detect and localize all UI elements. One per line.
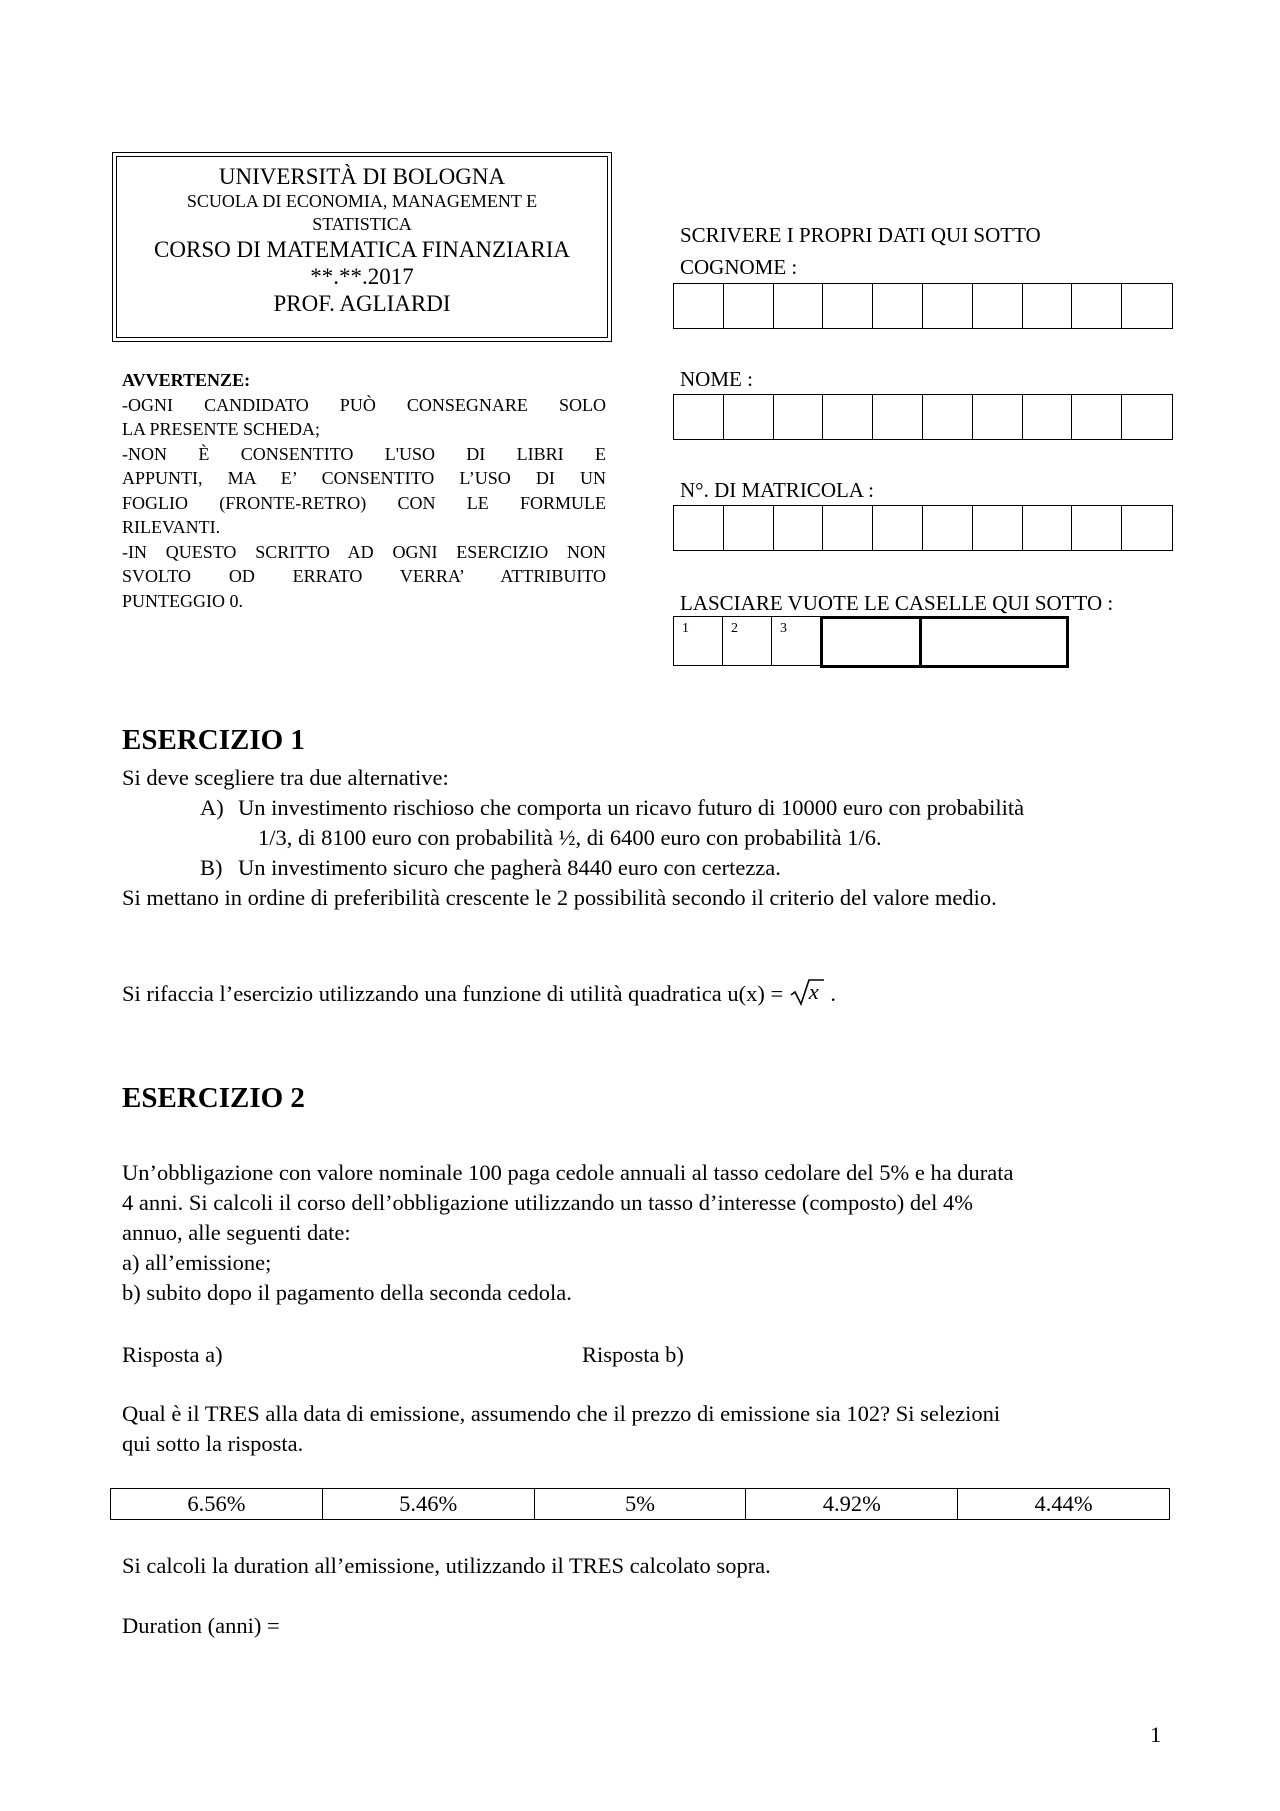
utility-question bbox=[122, 977, 836, 1009]
surname-box[interactable] bbox=[923, 284, 973, 328]
matricola-box[interactable] bbox=[1023, 506, 1073, 550]
matricola-box[interactable] bbox=[1072, 506, 1122, 550]
surname-box[interactable] bbox=[1122, 284, 1172, 328]
utility-text: Si rifaccia l’esercizio utilizzando una funzione di utilità quadratica u(x) = bbox=[122, 981, 784, 1006]
warning-line: LA PRESENTE SCHEDA; bbox=[122, 419, 321, 439]
warning-line: APPUNTI, MA E’ CONSENTITO L’USO DI UN bbox=[122, 468, 606, 488]
surname-box[interactable] bbox=[774, 284, 824, 328]
warnings bbox=[122, 368, 606, 613]
matricola-box[interactable] bbox=[724, 506, 774, 550]
exercise2-line: 4 anni. Si calcoli il corso dell’obbligazione utilizzando un tasso d’interesse (composto) del 4% bbox=[122, 1190, 974, 1215]
matricola-box[interactable] bbox=[774, 506, 824, 550]
surname-box[interactable] bbox=[674, 284, 724, 328]
name-box[interactable] bbox=[724, 395, 774, 439]
grade-cell: 2 bbox=[722, 616, 772, 666]
sqrt-formula bbox=[789, 977, 825, 1009]
course-name: CORSO DI MATEMATICA FINANZIARIA bbox=[154, 237, 570, 262]
matricola-box[interactable] bbox=[923, 506, 973, 550]
duration-label: Duration (anni) = bbox=[122, 1613, 280, 1638]
matricola-box[interactable] bbox=[674, 506, 724, 550]
grade-total-box bbox=[820, 616, 922, 668]
exercise1-intro: Si deve scegliere tra due alternative: bbox=[122, 765, 449, 790]
option-b-marker: B) bbox=[200, 855, 223, 880]
answer-b-label: Risposta b) bbox=[582, 1342, 684, 1367]
utility-end: . bbox=[830, 981, 837, 1006]
answer-a-label: Risposta a) bbox=[122, 1342, 223, 1367]
name-box[interactable] bbox=[973, 395, 1023, 439]
matricola-box[interactable] bbox=[1122, 506, 1172, 550]
tres-question-line2: qui sotto la risposta. bbox=[122, 1431, 304, 1456]
tres-choice[interactable]: 5.46% bbox=[323, 1489, 535, 1519]
tres-question-line1: Qual è il TRES alla data di emissione, assumendo che il prezzo di emissione sia 102? Si selezioni bbox=[122, 1401, 1001, 1426]
tres-choices bbox=[110, 1488, 1170, 1520]
surname-box[interactable] bbox=[873, 284, 923, 328]
warning-line: SVOLTO OD ERRATO VERRA’ ATTRIBUITO bbox=[122, 566, 606, 586]
exercise2-line: b) subito dopo il pagamento della seconda cedola. bbox=[122, 1280, 572, 1305]
warnings-title: AVVERTENZE: bbox=[122, 370, 251, 390]
tres-choice[interactable]: 6.56% bbox=[111, 1489, 323, 1519]
header-box bbox=[112, 152, 612, 342]
name-box[interactable] bbox=[873, 395, 923, 439]
exercise2-line: a) all’emissione; bbox=[122, 1250, 272, 1275]
warning-line: RILEVANTI. bbox=[122, 517, 221, 537]
name-box[interactable] bbox=[923, 395, 973, 439]
duration-question: Si calcoli la duration all’emissione, utilizzando il TRES calcolato sopra. bbox=[122, 1553, 771, 1578]
exam-date: **.**.2017 bbox=[310, 264, 414, 289]
grade-boxes bbox=[673, 616, 1066, 668]
exercise2-title: ESERCIZIO 2 bbox=[122, 1082, 305, 1114]
grade-final-box bbox=[919, 616, 1069, 668]
name-box[interactable] bbox=[674, 395, 724, 439]
matricola-label: N°. DI MATRICOLA : bbox=[680, 478, 874, 502]
name-label: NOME : bbox=[680, 367, 753, 391]
matricola-box[interactable] bbox=[823, 506, 873, 550]
option-a-line2: 1/3, di 8100 euro con probabilità ½, di 6400 euro con probabilità 1/6. bbox=[258, 825, 882, 850]
name-box[interactable] bbox=[774, 395, 824, 439]
surname-box[interactable] bbox=[1072, 284, 1122, 328]
surname-box[interactable] bbox=[973, 284, 1023, 328]
warning-line: FOGLIO (FRONTE-RETRO) CON LE FORMULE bbox=[122, 492, 606, 513]
name-box[interactable] bbox=[1122, 395, 1172, 439]
surname-boxes[interactable] bbox=[673, 283, 1173, 329]
surname-box[interactable] bbox=[724, 284, 774, 328]
school-line-2: STATISTICA bbox=[312, 214, 412, 234]
exercise1-question: Si mettano in ordine di preferibilità crescente le 2 possibilità secondo il criterio del valore medio. bbox=[122, 885, 997, 910]
exercise2-line: annuo, alle seguenti date: bbox=[122, 1220, 351, 1245]
name-box[interactable] bbox=[823, 395, 873, 439]
warning-line: -OGNI CANDIDATO PUÒ CONSEGNARE SOLO bbox=[122, 394, 606, 415]
sqrt-icon bbox=[789, 977, 825, 1007]
exercise1-title: ESERCIZIO 1 bbox=[122, 724, 305, 756]
surname-box[interactable] bbox=[1023, 284, 1073, 328]
header-inner bbox=[116, 156, 608, 338]
utility-variable: x bbox=[808, 979, 819, 1004]
warning-line: -NON È CONSENTITO L'USO DI LIBRI E bbox=[122, 443, 606, 464]
warning-line: PUNTEGGIO 0. bbox=[122, 590, 243, 611]
matricola-boxes[interactable] bbox=[673, 505, 1173, 551]
option-b-text: Un investimento sicuro che pagherà 8440 euro con certezza. bbox=[238, 855, 781, 880]
name-box[interactable] bbox=[1072, 395, 1122, 439]
matricola-box[interactable] bbox=[973, 506, 1023, 550]
tres-choice[interactable]: 5% bbox=[535, 1489, 747, 1519]
grade-cell: 3 bbox=[771, 616, 821, 666]
name-boxes[interactable] bbox=[673, 394, 1173, 440]
professor-name: PROF. AGLIARDI bbox=[273, 291, 451, 316]
university-name: UNIVERSITÀ DI BOLOGNA bbox=[218, 164, 506, 189]
matricola-box[interactable] bbox=[873, 506, 923, 550]
school-line-1: SCUOLA DI ECONOMIA, MANAGEMENT E bbox=[186, 191, 538, 211]
grade-cell: 1 bbox=[673, 616, 723, 666]
tres-choice[interactable]: 4.44% bbox=[1034, 1491, 1093, 1516]
warning-line: -IN QUESTO SCRITTO AD OGNI ESERCIZIO NON bbox=[122, 541, 606, 562]
page-number: 1 bbox=[1150, 1722, 1162, 1747]
leave-empty-label: LASCIARE VUOTE LE CASELLE QUI SOTTO : bbox=[680, 591, 1114, 615]
option-a-line1: Un investimento rischioso che comporta un ricavo futuro di 10000 euro con probabilità bbox=[238, 795, 1025, 820]
surname-label: COGNOME : bbox=[680, 255, 798, 279]
fields-instruction: SCRIVERE I PROPRI DATI QUI SOTTO bbox=[680, 223, 1041, 247]
option-a-marker: A) bbox=[200, 795, 224, 820]
tres-choice[interactable]: 4.92% bbox=[746, 1489, 958, 1519]
name-box[interactable] bbox=[1023, 395, 1073, 439]
surname-box[interactable] bbox=[823, 284, 873, 328]
exercise2-line: Un’obbligazione con valore nominale 100 paga cedole annuali al tasso cedolare del 5% e ha durata bbox=[122, 1160, 1014, 1185]
